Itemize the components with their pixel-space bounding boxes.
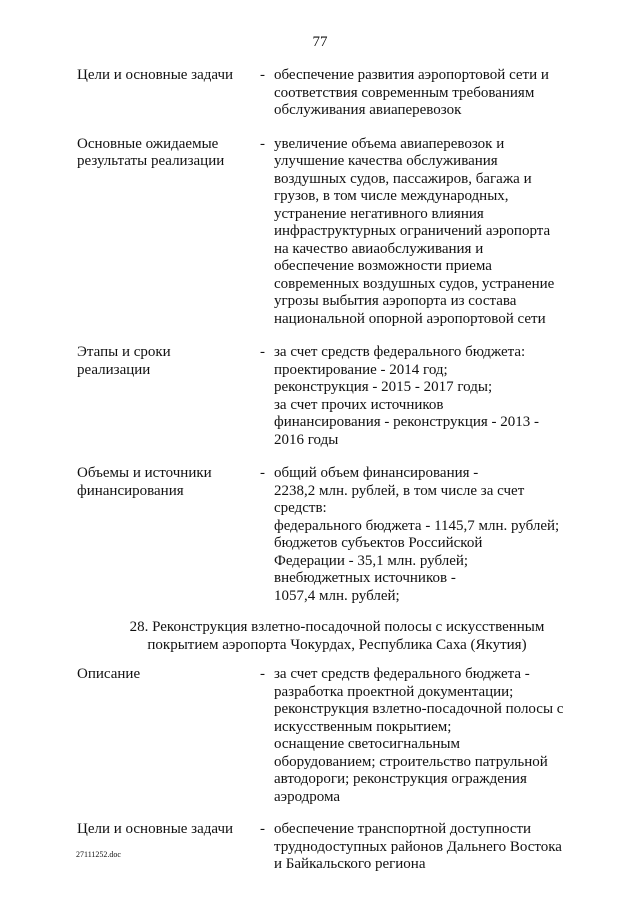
- row-value-line: финансирования - реконструкция - 2013 -: [274, 414, 540, 430]
- row-value-line: 2016 годы: [274, 431, 339, 448]
- section-heading: [77, 619, 587, 654]
- table-row: [77, 821, 597, 874]
- row-value-line: 1057,4 млн. рублей;: [274, 587, 400, 604]
- row-value-line: за счет средств федерального бюджета:: [274, 344, 526, 360]
- row-label-line: Этапы и сроки: [77, 344, 171, 360]
- row-value-line: за счет средств федерального бюджета -: [274, 666, 530, 682]
- row-value-line: обеспечение развития аэропортовой сети и: [274, 67, 549, 83]
- row-label: [77, 821, 260, 874]
- row-value-line: инфраструктурных ограничений аэропорта: [274, 223, 551, 239]
- row-value-line: обеспечение транспортной доступности: [274, 821, 532, 837]
- row-value-line: увеличение объема авиаперевозок и: [274, 135, 505, 152]
- row-value-line: и Байкальского региона: [274, 856, 426, 872]
- row-value-line: разработка проектной документации;: [274, 683, 514, 700]
- row-value-line: угрозы выбытия аэропорта из состава: [274, 293, 517, 309]
- row-value-line: федерального бюджета - 1145,7 млн. рублей;: [274, 517, 560, 534]
- row-value: [274, 821, 597, 874]
- row-label-line: Цели и основные задачи: [77, 67, 234, 83]
- row-value-line: обслуживания авиаперевозок: [274, 102, 462, 118]
- row-value-line: средств:: [274, 500, 327, 516]
- row-value-line: за счет прочих источников: [274, 396, 444, 413]
- row-value-line: устранение негативного влияния: [274, 205, 484, 222]
- row-value: [274, 67, 597, 120]
- row-value-line: обеспечение возможности приема: [274, 258, 492, 274]
- row-label-line: реализации: [77, 361, 151, 378]
- row-value-line: реконструкция взлетно-посадочной полосы с: [274, 701, 564, 717]
- row-value-line: 2238,2 млн. рублей, в том числе за счет: [274, 482, 525, 499]
- row-label-line: результаты реализации: [77, 153, 225, 169]
- table-row: [77, 344, 597, 449]
- row-value-line: на качество авиаобслуживания и: [274, 240, 484, 257]
- row-dash: -: [260, 135, 265, 152]
- file-name-footer: 27111252.doc: [76, 850, 121, 859]
- row-value-line: грузов, в том числе международных,: [274, 188, 509, 204]
- row-label-line: Описание: [77, 666, 141, 682]
- row-value: [274, 465, 597, 605]
- row-label: [77, 465, 260, 605]
- row-value-line: реконструкция - 2015 - 2017 годы;: [274, 379, 493, 395]
- section-heading-line: 28. Реконструкция взлетно-посадочной полосы с искусственным: [129, 619, 545, 635]
- row-value-line: оснащение светосигнальным: [274, 736, 461, 752]
- page-number: 77: [312, 34, 328, 50]
- row-label: [77, 136, 260, 329]
- table-row: [77, 136, 597, 329]
- row-value-line: труднодоступных районов Дальнего Востока: [274, 838, 562, 855]
- table-row: [77, 67, 597, 120]
- row-label-line: Цели и основные задачи: [77, 821, 234, 837]
- row-dash: -: [260, 344, 265, 360]
- row-dash: -: [260, 67, 265, 83]
- row-value-line: современных воздушных судов, устранение: [274, 275, 555, 292]
- row-dash: -: [260, 821, 265, 837]
- row-value-line: автодороги; реконструкция ограждения: [274, 771, 527, 787]
- section-heading-line: покрытием аэропорта Чокурдах, Республика Саха (Якутия): [147, 636, 527, 653]
- row-value-line: аэродрома: [274, 788, 341, 805]
- row-value-line: национальной опорной аэропортовой сети: [274, 310, 546, 327]
- row-label: [77, 344, 260, 449]
- row-value-line: бюджетов субъектов Российской: [274, 535, 483, 551]
- row-value-line: искусственным покрытием;: [274, 718, 452, 735]
- row-value-line: оборудованием; строительство патрульной: [274, 753, 548, 770]
- row-label-line: Основные ожидаемые: [77, 135, 219, 152]
- row-value-line: внебюджетных источников -: [274, 570, 456, 586]
- table-row: [77, 666, 597, 806]
- row-dash: -: [260, 465, 265, 481]
- row-label: [77, 67, 260, 120]
- row-value-line: общий объем финансирования -: [274, 465, 479, 481]
- row-value-line: Федерации - 35,1 млн. рублей;: [274, 552, 469, 569]
- row-value-line: проектирование - 2014 год;: [274, 361, 448, 378]
- row-value: [274, 666, 597, 806]
- row-value: [274, 136, 597, 329]
- passport-table-part-2: [77, 666, 597, 874]
- row-label-line: Объемы и источники: [77, 465, 212, 481]
- row-value-line: улучшение качества обслуживания: [274, 153, 498, 169]
- row-value-line: воздушных судов, пассажиров, багажа и: [274, 170, 532, 187]
- row-dash: -: [260, 666, 265, 682]
- table-row: [77, 465, 597, 605]
- row-value-line: соответствия современным требованиям: [274, 84, 535, 101]
- row-label-line: финансирования: [77, 482, 184, 499]
- passport-table-part-1: [77, 67, 597, 605]
- row-label: [77, 666, 260, 806]
- row-value: [274, 344, 597, 449]
- document-body: [77, 67, 597, 874]
